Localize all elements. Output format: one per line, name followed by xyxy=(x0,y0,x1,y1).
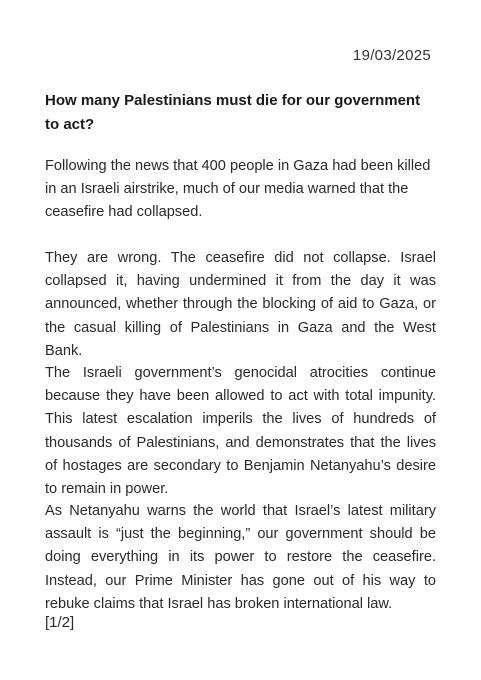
paragraph-1: Following the news that 400 people in Gaza had been killed in an Israeli airstrike, much of our media warned that the ceasefire had collapsed. xyxy=(45,158,431,221)
paragraph-3: The Israeli government’s genocidal atrocities continue because they have been allowed to act with total impunity. This latest escalation imperils the lives of hundreds of thousands of Palestinians, and demonstrates that the lives of hostages are secondary to Benjamin Netanyahu’s desire to remain in power. xyxy=(45,365,436,498)
page-number: [1/2] xyxy=(45,614,75,631)
document-date: 19/03/2025 xyxy=(352,47,431,64)
paragraph-2: They are wrong. The ceasefire did not collapse. Israel collapsed it, having undermined it from the day it was announced, whether through the blocking of aid to Gaza, or the casual killing of Palestinians in Gaza and the West Bank. xyxy=(45,250,436,359)
document-title: How many Palestinians must die for our government to act? xyxy=(45,92,421,133)
paragraph-4: As Netanyahu warns the world that Israel’s latest military assault is “just the beginning,” our government should be doing everything in its power to restore the ceasefire. Instead, our Prime Minister has gone out of his way to rebuke claims that Israel has broken international law. xyxy=(45,503,436,612)
